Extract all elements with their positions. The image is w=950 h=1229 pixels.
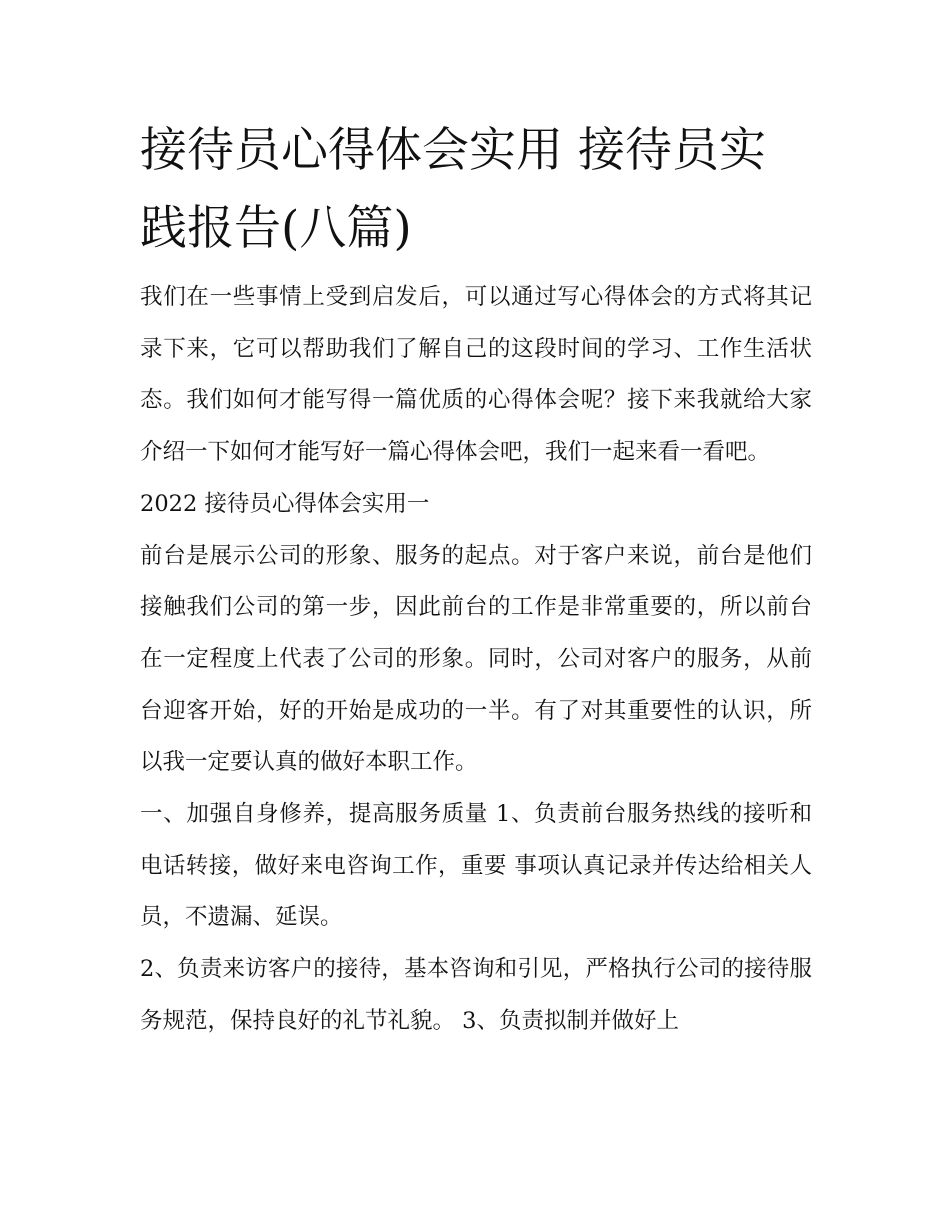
body-paragraph-3: 2、负责来访客户的接待，基本咨询和引见，严格执行公司的接待服务规范，保持良好的礼节礼貌。 3、负责拟制并做好上 [140,956,812,1034]
document-title: 接待员心得体会实用 接待员实践报告(八篇) [140,123,766,256]
section-heading: 2022 接待员心得体会实用一 [140,490,430,517]
document-page [140,112,812,1048]
body-paragraph-1: 前台是展示公司的形象、服务的起点。对于客户来说，前台是他们接触我们公司的第一步，因此前台的工作是非常重要的，所以前台在一定程度上代表了公司的形象。同时，公司对客户的服务，从前台迎客开始，好的开始是成功的一半。有了对其重要性的认识，所以我一定要认真的做好本职工作。 [140,542,812,776]
intro-paragraph: 我们在一些事情上受到启发后，可以通过写心得体会的方式将其记录下来，它可以帮助我们了解自己的这段时间的学习、工作生活状态。我们如何才能写得一篇优质的心得体会呢？接下来我就给大家介绍一下如何才能写好一篇心得体会吧，我们一起来看一看吧。 [140,284,812,466]
body-paragraph-2: 一、加强自身修养，提高服务质量 1、负责前台服务热线的接听和电话转接，做好来电咨询工作，重要 事项认真记录并传达给相关人员，不遗漏、延误。 [140,801,812,931]
